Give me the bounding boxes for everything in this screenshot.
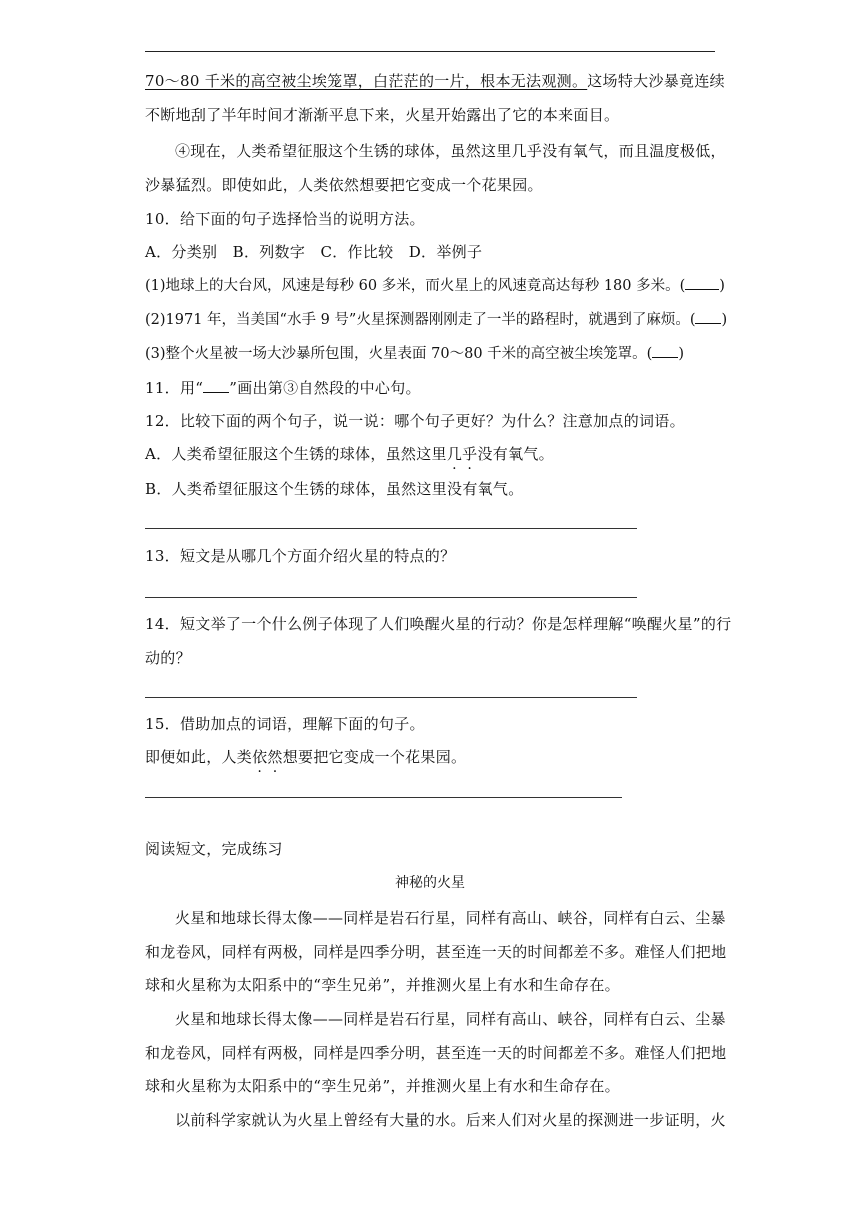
question-10-options: A．分类别 B．列数字 C．作比较 D．举例子 [145,243,483,261]
question-14-stem: 14．短文举了一个什么例子体现了人们唤醒火星的行动？你是怎样理解“唤醒火星”的行 [145,615,732,633]
question-15-stem: 15．借助加点的词语，理解下面的句子。 [145,715,425,733]
reading-paragraph-1: 火星和地球长得太像——同样是岩石行星，同样有高山、峡谷，同样有白云、尘暴 [175,909,726,927]
reading-line: 和龙卷风，同样有两极，同样是四季分明，甚至连一天的时间都差不多。难怪人们把地 [145,1044,727,1062]
answer-blank[interactable] [685,275,719,290]
question-10-stem: 10．给下面的句子选择恰当的说明方法。 [145,210,425,228]
reading-paragraph-2: 火星和地球长得太像——同样是岩石行星，同样有高山、峡谷，同样有白云、尘暴 [175,1010,726,1028]
header-rule [145,51,715,52]
dotted-word: 然 [267,748,283,766]
dotted-word: 几 [446,445,463,463]
dotted-word: 依 [252,748,268,766]
reading-line: 球和火星称为太阳系中的“孪生兄弟”，并推测火星上有水和生命存在。 [145,1077,620,1095]
question-15-sentence: 即便如此，人类依然想要把它变成一个花果园。 [145,748,467,766]
question-10-item-1: (1)地球上的大台风，风速是每秒 60 多米，而火星上的风速竟高达每秒 180 多米。( ) [145,275,725,296]
answer-line-12[interactable] [145,528,637,529]
dotted-word: 乎 [462,445,478,463]
passage-text: 这场特大沙暴竟连续 [587,72,725,90]
underlined-central-sentence: 70～80 千米的高空被尘埃笼罩，白茫茫的一片，根本无法观测。 [145,72,588,90]
question-12-option-b: B．人类希望征服这个生锈的球体，虽然这里没有氧气。 [145,480,524,498]
reading-line: 和龙卷风，同样有两极，同样是四季分明，甚至连一天的时间都差不多。难怪人们把地 [145,943,727,961]
passage-line: 不断地刮了半年时间才渐渐平息下来，火星开始露出了它的本来面目。 [145,106,620,124]
answer-line-15[interactable] [145,797,622,798]
passage-line [145,71,725,91]
answer-blank[interactable] [652,343,678,358]
question-14-stem-cont: 动的？ [145,649,191,667]
answer-line-13[interactable] [145,597,637,598]
passage-title: 神秘的火星 [395,875,465,891]
question-10-item-3: (3)整个火星被一场大沙暴所包围，火星表面 70～80 千米的高空被尘埃笼罩。( ) [145,343,684,364]
answer-blank[interactable] [695,309,721,324]
question-12-stem: 12．比较下面的两个句子，说一说：哪个句子更好？为什么？注意加点的词语。 [145,412,685,430]
passage-line: 沙暴猛烈。即使如此，人类依然想要把它变成一个花果园。 [145,176,543,194]
passage-paragraph-4: ④现在，人类希望征服这个生锈的球体，虽然这里几乎没有氧气，而且温度极低， [175,142,726,160]
reading-line: 球和火星称为太阳系中的“孪生兄弟”，并推测火星上有水和生命存在。 [145,976,620,994]
question-13-stem: 13．短文是从哪几个方面介绍火星的特点的？ [145,547,456,565]
reading-paragraph-3: 以前科学家就认为火星上曾经有大量的水。后来人们对火星的探测进一步证明，火 [175,1111,726,1129]
reading-instruction: 阅读短文，完成练习 [145,840,283,858]
underline-sample [203,378,229,393]
question-12-option-a: A．人类希望征服这个生锈的球体，虽然这里几乎没有氧气。 [145,445,554,463]
answer-line-14[interactable] [145,697,637,698]
question-10-item-2: (2)1971 年，当美国“水手 9 号”火星探测器刚刚走了一半的路程时，就遇到了麻烦。( ) [145,309,727,330]
question-11: 11．用“ ”画出第③自然段的中心句。 [145,379,421,397]
